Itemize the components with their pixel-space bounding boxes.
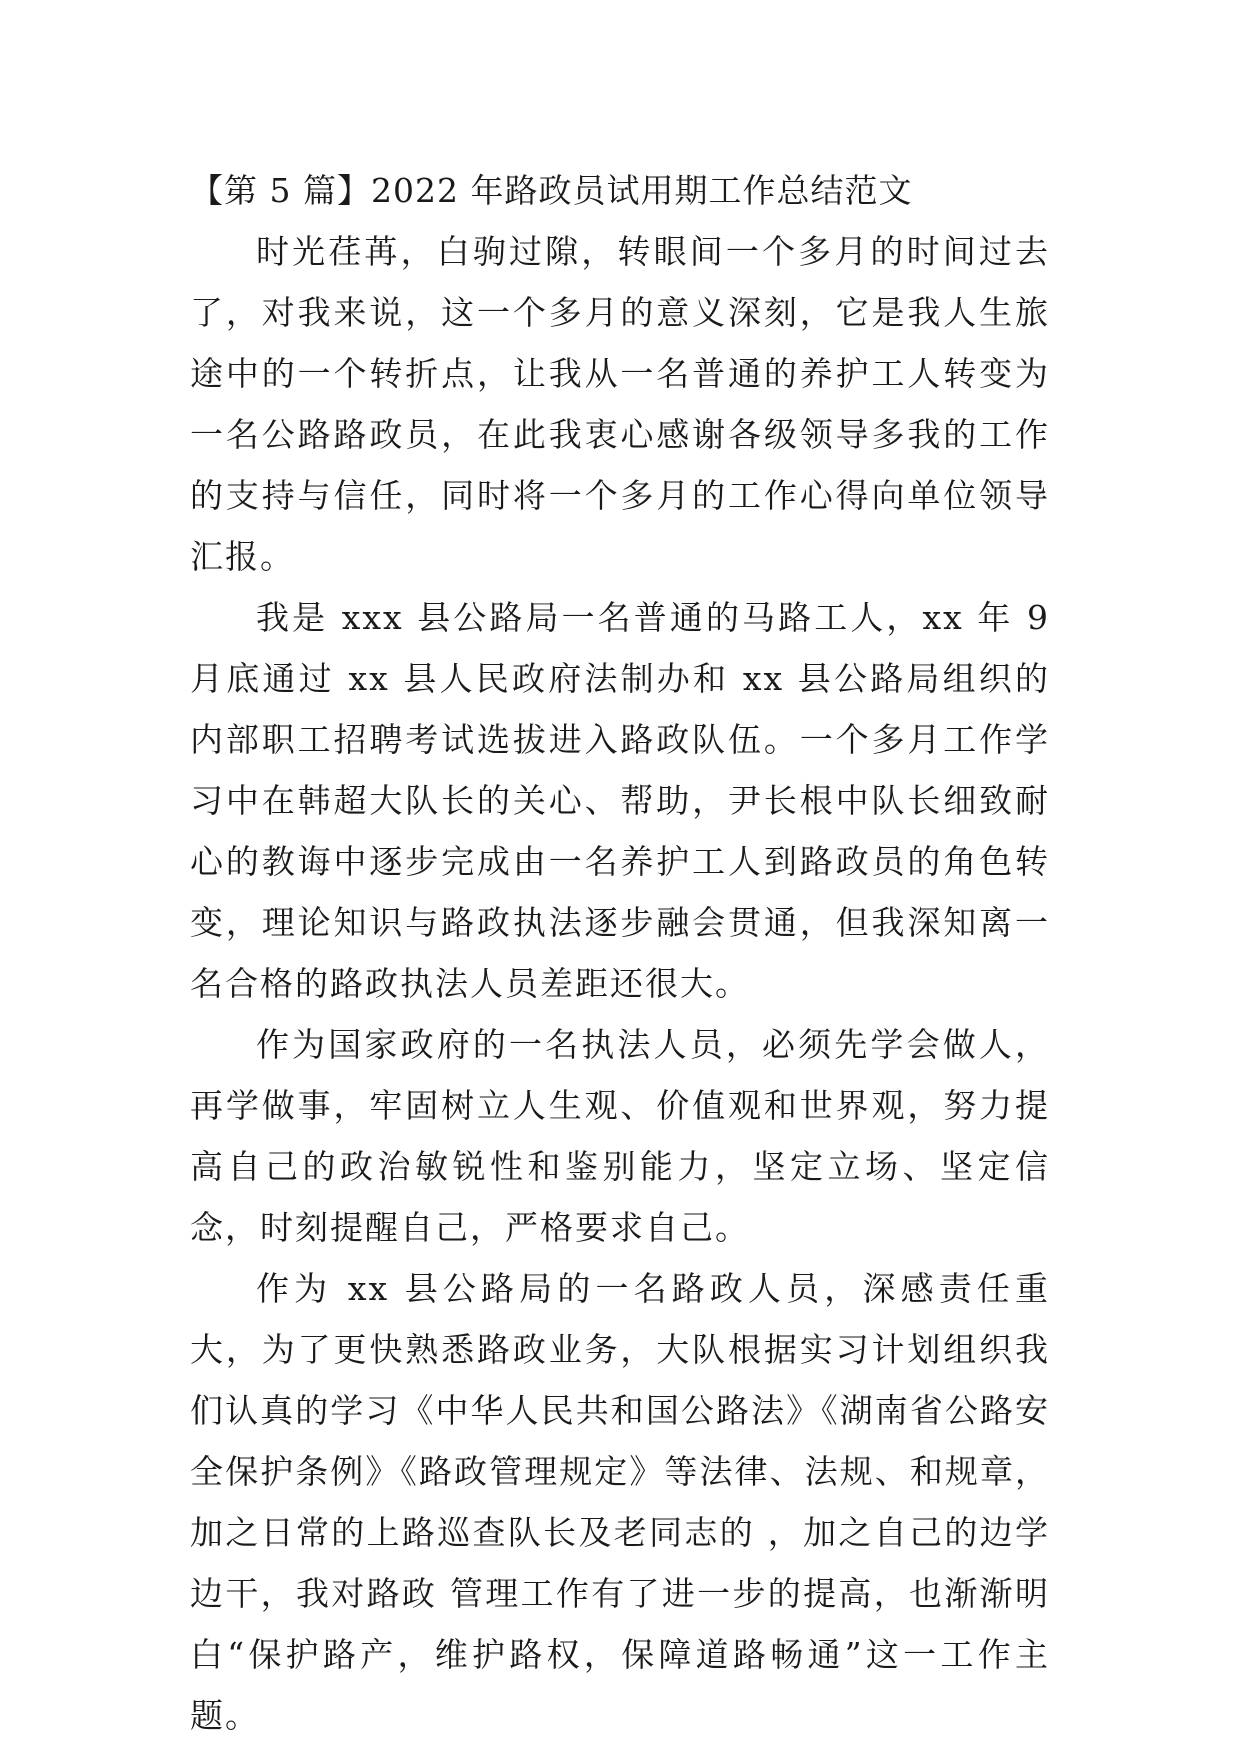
document-title: 【第 5 篇】2022 年路政员试用期工作总结范文: [190, 171, 913, 210]
paragraph-4: 作为 xx 县公路局的一名路政人员，深感责任重大，为了更快熟悉路政业务，大队根据实习计划组织我们认真的学习《中华人民共和国公路法》《湖南省公路安全保护条例》《路政管理规定》等法律、法规、和规章，加之日常的上路巡查队长及老同志的 ，加之自己的边学边干，我对路政 管理工作有了进一步的提高，也渐渐明白“保护路产，维护路权，保障道路畅通”这一工作主题。: [190, 1269, 1050, 1735]
document-body: [190, 160, 1050, 1746]
paragraph-1: 时光荏苒，白驹过隙，转眼间一个多月的时间过去了，对我来说，这一个多月的意义深刻，它是我人生旅途中的一个转折点，让我从一名普通的养护工人转变为一名公路路政员，在此我衷心感谢各级领导多我的工作的支持与信任，同时将一个多月的工作心得向单位领导汇报。: [190, 232, 1050, 576]
paragraph-3: 作为国家政府的一名执法人员，必须先学会做人，再学做事，牢固树立人生观、价值观和世界观，努力提高自己的政治敏锐性和鉴别能力，坚定立场、坚定信念，时刻提醒自己，严格要求自己。: [190, 1025, 1050, 1247]
paragraph-2: 我是 xxx 县公路局一名普通的马路工人，xx 年 9 月底通过 xx 县人民政府法制办和 xx 县公路局组织的内部职工招聘考试选拔进入路政队伍。一个多月工作学习中在韩超大队长的关心、帮助，尹长根中队长细致耐心的教诲中逐步完成由一名养护工人到路政员的角色转变，理论知识与路政执法逐步融会贯通，但我深知离一名合格的路政执法人员差距还很大。: [190, 598, 1050, 1003]
